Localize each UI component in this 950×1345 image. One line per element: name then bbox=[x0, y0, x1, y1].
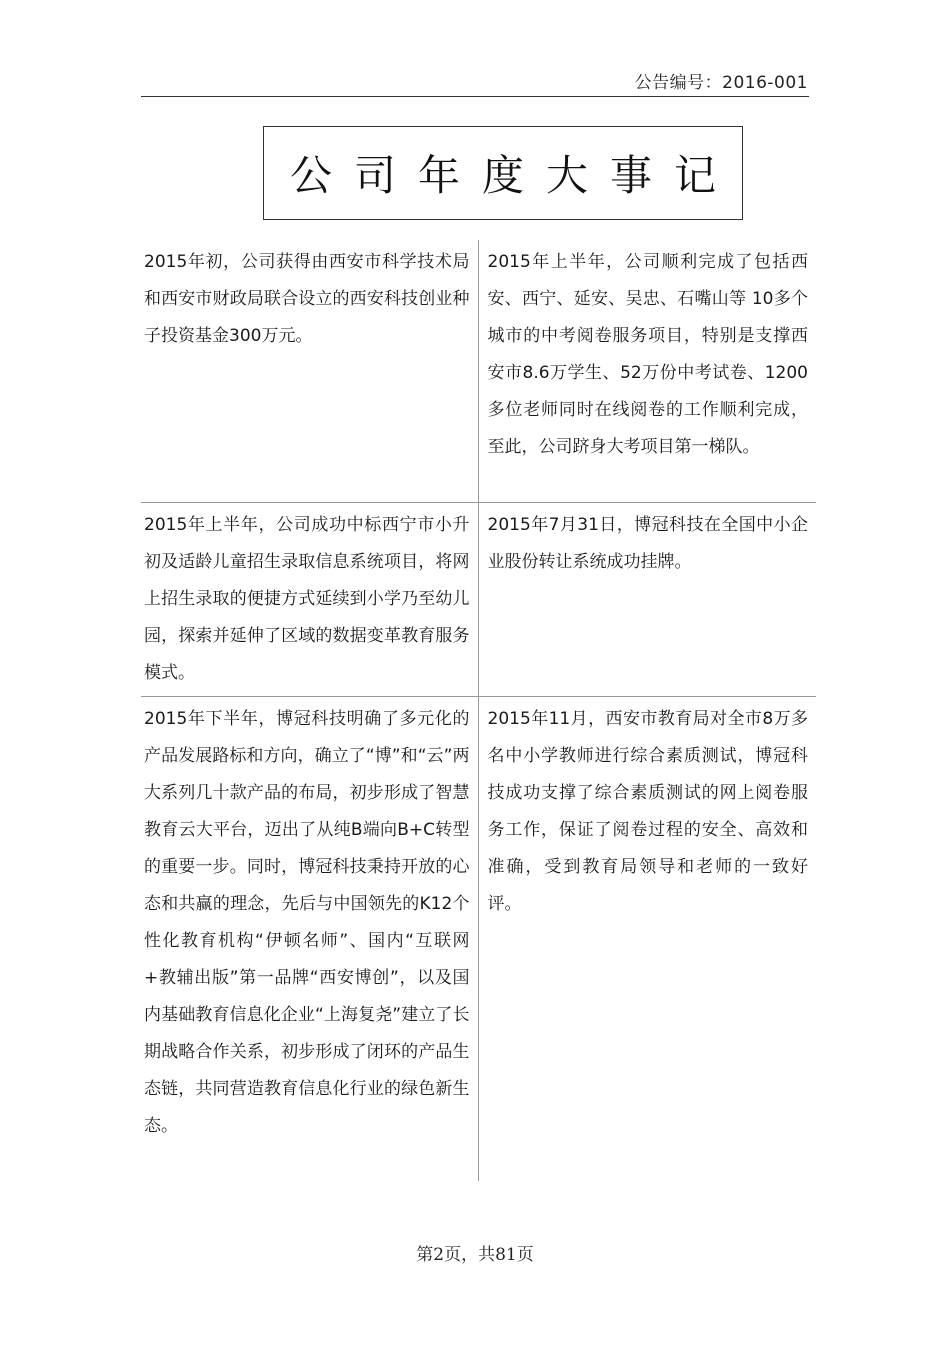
event-cell: 2015年初，公司获得由西安市科学技术局和西安市财政局联合设立的西安科技创业种子投资基金300万元。 bbox=[141, 240, 479, 502]
title-box bbox=[263, 126, 743, 220]
events-row bbox=[141, 697, 816, 1181]
events-row bbox=[141, 503, 816, 697]
announcement-number: 公告编号：2016-001 bbox=[634, 73, 808, 93]
header-divider bbox=[141, 96, 809, 97]
event-cell: 2015年7月31日，博冠科技在全国中小企业股份转让系统成功挂牌。 bbox=[487, 515, 808, 572]
event-cell: 2015年11月，西安市教育局对全市8万多名中小学教师进行综合素质测试，博冠科技成功支撑了综合素质测试的网上阅卷服务工作，保证了阅卷过程的安全、高效和准确，受到教育局领导和老师的一致好评。 bbox=[487, 709, 808, 914]
page-footer: 第2页，共81页 bbox=[416, 1245, 534, 1265]
event-cell: 2015年上半年，公司成功中标西宁市小升初及适龄儿童招生录取信息系统项目，将网上招生录取的便捷方式延续到小学乃至幼儿园，探索并延伸了区域的数据变革教育服务模式。 bbox=[141, 503, 479, 696]
events-table bbox=[141, 240, 816, 1181]
event-cell: 2015年下半年，博冠科技明确了多元化的产品发展路标和方向，确立了“博”和“云”两大系列几十款产品的布局，初步形成了智慧教育云大平台，迈出了从纯B端向B+C转型的重要一步。同时，博冠科技秉持开放的心态和共赢的理念，先后与中国领先的K12个性化教育机构“伊顿名师”、国内“互联网+教辅出版”第一品牌“西安博创”，以及国内基础教育信息化企业“上海复尧”建立了长期战略合作关系，初步形成了闭环的产品生态链，共同营造教育信息化行业的绿色新生态。 bbox=[141, 697, 479, 1181]
page-title: 公司年度大事记 bbox=[289, 151, 738, 200]
events-row bbox=[141, 240, 816, 503]
event-cell: 2015年上半年，公司顺利完成了包括西安、西宁、延安、吴忠、石嘴山等 10多个城市的中考阅卷服务项目，特别是支撑西安市8.6万学生、52万份中考试卷、1200多位老师同时在线阅卷的工作顺利完成，至此，公司跻身大考项目第一梯队。 bbox=[487, 252, 808, 457]
